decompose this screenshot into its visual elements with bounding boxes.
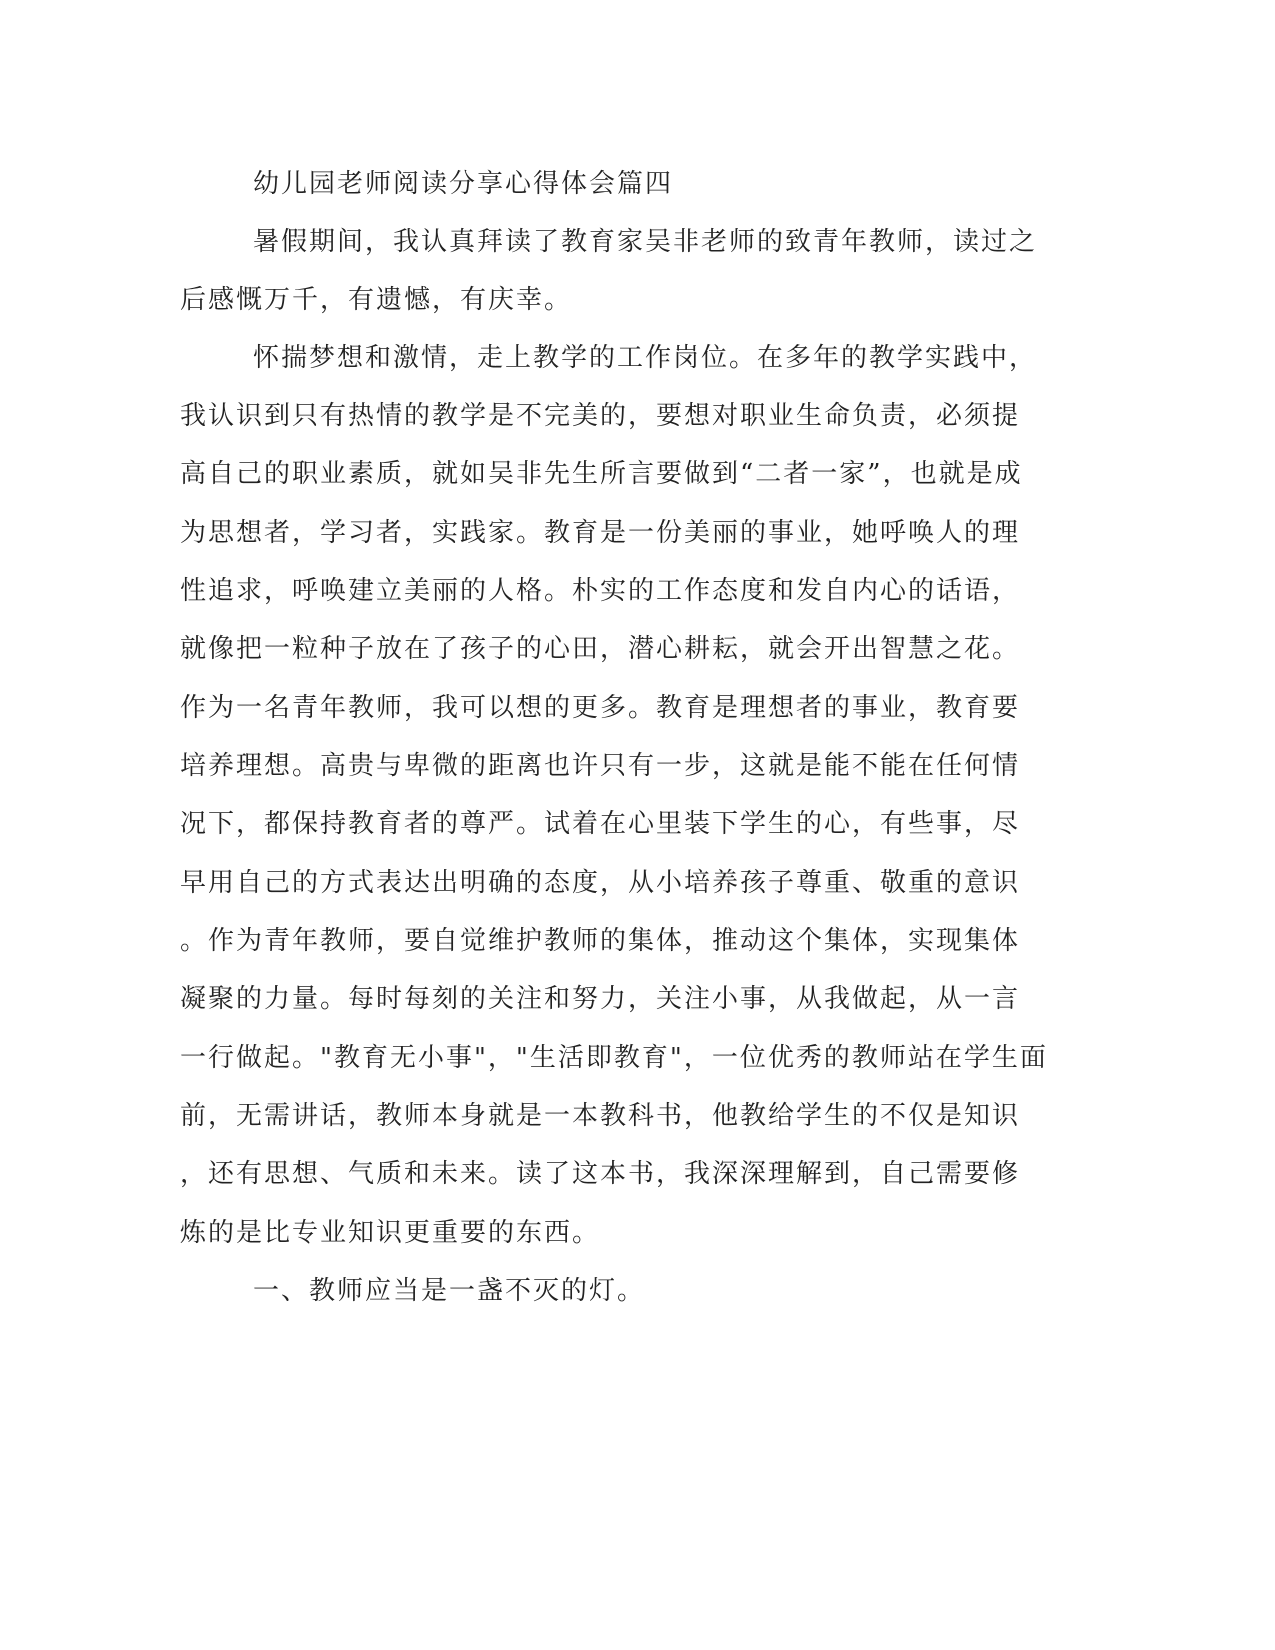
paragraph-2-line-4: 为思想者，学习者，实践家。教育是一份美丽的事业，她呼唤人的理: [180, 518, 1021, 548]
paragraph-2-line-6: 就像把一粒种子放在了孩子的心田，潜心耕耘，就会开出智慧之花。: [180, 634, 1021, 664]
paragraph-1-line-2: 后感慨万千，有遗憾，有庆幸。: [180, 285, 573, 315]
section-heading-1: 一、教师应当是一盏不灭的灯。: [253, 1276, 646, 1306]
paragraph-2-line-5: 性追求，呼唤建立美丽的人格。朴实的工作态度和发自内心的话语，: [180, 576, 1021, 606]
paragraph-2-line-9: 况下，都保持教育者的尊严。试着在心里装下学生的心，有些事，尽: [180, 809, 1021, 839]
paragraph-2-line-1: 怀揣梦想和激情，走上教学的工作岗位。在多年的教学实践中，: [253, 343, 1038, 373]
paragraph-2-line-15: ，还有思想、气质和未来。读了这本书，我深深理解到，自己需要修: [180, 1159, 1021, 1189]
paragraph-2-line-10: 早用自己的方式表达出明确的态度，从小培养孩子尊重、敬重的意识: [180, 868, 1021, 898]
paragraph-2-line-16: 炼的是比专业知识更重要的东西。: [180, 1218, 601, 1248]
paragraph-2-line-3: 高自己的职业素质，就如吴非先生所言要做到“二者一家”，也就是成: [180, 459, 1023, 489]
paragraph-2-line-2: 我认识到只有热情的教学是不完美的，要想对职业生命负责，必须提: [180, 401, 1021, 431]
paragraph-1-line-1: 暑假期间，我认真拜读了教育家吴非老师的致青年教师，读过之: [253, 227, 1038, 257]
paragraph-2-line-14: 前，无需讲话，教师本身就是一本教科书，他教给学生的不仅是知识: [180, 1101, 1021, 1131]
paragraph-2-line-8: 培养理想。高贵与卑微的距离也许只有一步，这就是能不能在任何情: [180, 751, 1021, 781]
paragraph-2-line-7: 作为一名青年教师，我可以想的更多。教育是理想者的事业，教育要: [180, 693, 1021, 723]
paragraph-2-line-12: 凝聚的力量。每时每刻的关注和努力，关注小事，从我做起，从一言: [180, 984, 1021, 1014]
paragraph-2-line-13: 一行做起。"教育无小事"，"生活即教育"，一位优秀的教师站在学生面: [180, 1043, 1048, 1073]
paragraph-2-line-11: 。作为青年教师，要自觉维护教师的集体，推动这个集体，实现集体: [180, 926, 1021, 956]
document-title: 幼儿园老师阅读分享心得体会篇四: [253, 169, 674, 199]
